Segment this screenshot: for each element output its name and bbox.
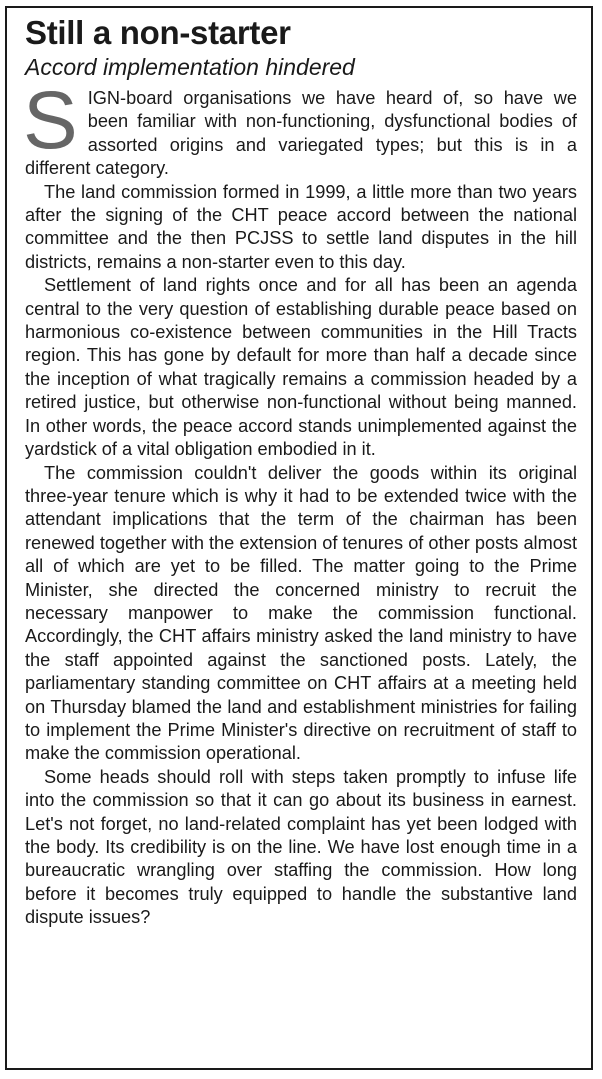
article-body (23, 75, 578, 930)
paragraph-3: Settlement of land rights once and for all has been an agenda central to the very question of establishing durable peace based on harmonious co-existence between communities in the Hill Tracts region. This has gone by default for more than half a decade since the inception of what tragically remains a commission headed by a retired justice, but otherwise non-functional without being manned. In other words, the peace accord stands unimplemented against the yardstick of a vital obligation embodied in it. (25, 275, 577, 460)
lead-paragraph (23, 75, 577, 181)
headline: Still a non-starter (25, 14, 291, 51)
paragraph-4: The commission couldn't deliver the goods within its original three-year tenure which is why it had to be extended twice with the attendant implications that the term of the chairman has been renewed together with the extension of tenures of other posts almost all of which are yet to be filled. The matter going to the Prime Minister, she directed the concerned ministry to recruit the necessary manpower to make the commission functional. Accordingly, the CHT affairs ministry asked the land ministry to have the staff appointed against the sanctioned posts. Lately, the parliamentary standing committee on CHT affairs at a meeting held on Thursday blamed the land and establishment ministries for failing to implement the Prime Minister's directive on recruitment of staff to make the commission operational. (25, 462, 578, 764)
lead-paragraph-text: IGN-board organisations we have heard of, so have we been familiar with non-functioning, dysfunctional bodies of assorted origins and variegated types; but this is in a different category. (25, 88, 577, 179)
paragraph-5: Some heads should roll with steps taken promptly to infuse life into the commission so that it can go about its business in earnest. Let's not forget, no land-related complaint has yet been lodged with the body. Its credibility is on the line. We have lost enough time in a bureaucratic wrangling over staffing the commission. How long before it becomes truly equipped to handle the substantive land dispute issues? (25, 766, 577, 928)
subheadline: Accord implementation hindered (25, 54, 355, 80)
editorial-box (5, 6, 593, 1070)
paragraph-2: The land commission formed in 1999, a little more than two years after the signing of the CHT peace accord between the national committee and the then PCJSS to settle land disputes in the hill districts, remains a non-starter even to this day. (25, 181, 577, 272)
drop-cap: S (23, 75, 78, 166)
